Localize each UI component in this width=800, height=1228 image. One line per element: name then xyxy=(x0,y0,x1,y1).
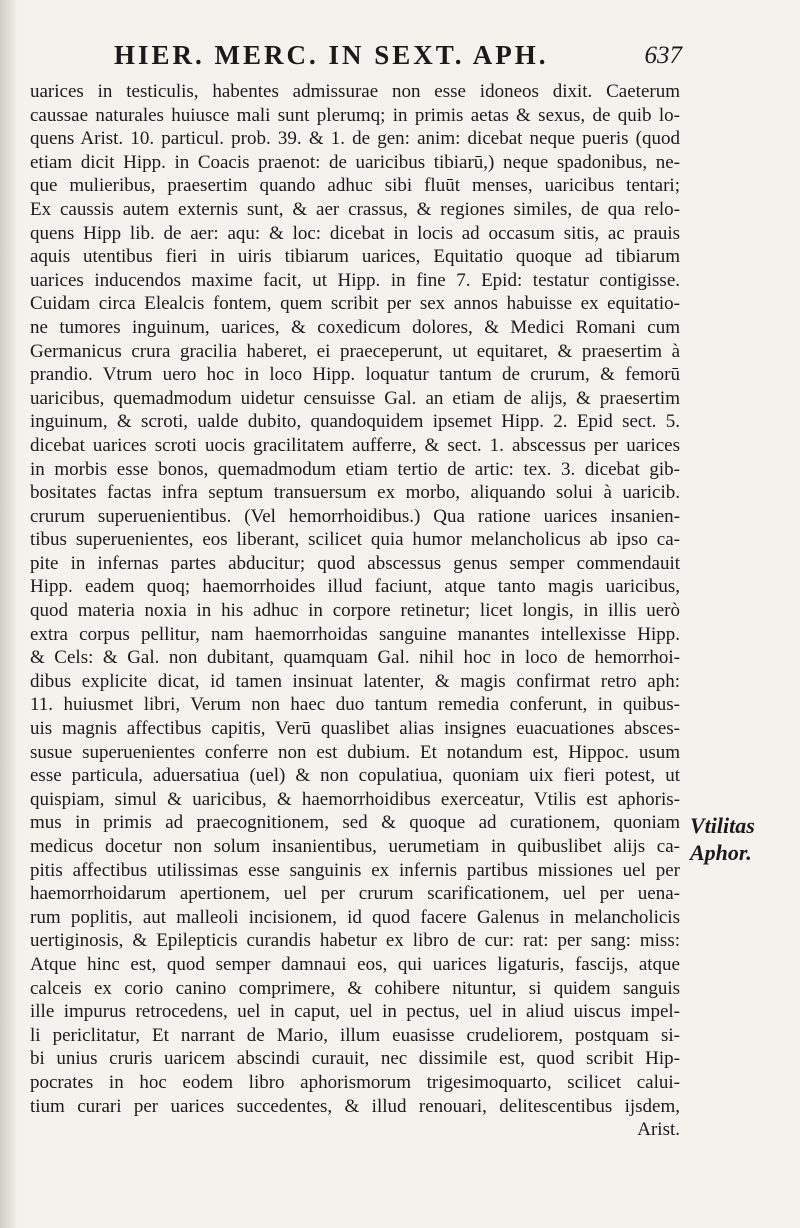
text-line: quod materia noxia in his adhuc in corpore retinetur; licet longis, in illis uerò xyxy=(30,600,680,622)
text-line: haemorrhoidarum apertionem, uel per crurum scarificationem, uel per uena- xyxy=(30,883,680,905)
page-header xyxy=(92,34,682,74)
text-line: bi unius cruris uaricem abscindi curauit, nec dissimile est, quod scribit Hip- xyxy=(30,1048,680,1070)
text-line: aquis utentibus fieri in uiris tibiarum uarices, Equitatio quoque ad tibiarum xyxy=(30,246,680,268)
text-line: dibus explicite dicat, id tamen insinuat latenter, & magis confirmat retro aph: xyxy=(30,670,680,692)
text-line: quispiam, simul & uaricibus, & haemorrhoidibus exerceatur, Vtilis est aphoris- xyxy=(30,788,680,810)
text-line: Arist. xyxy=(637,1119,680,1141)
text-line: dicebat uarices scroti uocis gracilitatem aufferre, & sect. 1. abscessus per uarices xyxy=(30,434,680,456)
margin-note-line: Aphor. xyxy=(690,840,752,865)
text-line: pocrates in hoc eodem libro aphorismorum trigesimoquarto, scilicet calui- xyxy=(30,1071,680,1093)
text-line: tium curari per uarices succedentes, & illud renouari, delitescentibus ijsdem, xyxy=(30,1095,680,1117)
text-line: pite in infernas partes abducitur; quod abscessus genus semper commendauit xyxy=(30,552,680,574)
margin-note-line: Vtilitas xyxy=(690,813,755,838)
text-line: esse particula, aduersatiua (uel) & non copulatiua, quoniam uix fieri potest, ut xyxy=(30,765,680,787)
text-line: tibus superuenientes, eos liberant, scilicet quia humor melancholicus ab ipso ca- xyxy=(30,529,680,551)
text-line: 11. huiusmet libri, Verum non haec duo tantum remedia conferunt, in quibus- xyxy=(30,694,680,716)
text-line: inguinum, & scroti, ualde dubito, quandoquidem ipsemet Hipp. 2. Epid sect. 5. xyxy=(30,411,680,433)
text-line: & Cels: & Gal. non dubitant, quamquam Gal. nihil hoc in loco de hemorrhoi- xyxy=(30,647,680,669)
text-line: calceis ex corio canino comprimere, & cohibere nituntur, si quidem sanguis xyxy=(30,977,680,999)
text-line: Ex caussis autem externis sunt, & aer crassus, & regiones similes, de qua relo- xyxy=(30,198,680,220)
text-line: que mulieribus, praesertim quando adhuc sibi fluūt menses, uaricibus tentari; xyxy=(30,175,680,197)
page-gutter-shadow xyxy=(0,0,18,1228)
text-line: pitis affectibus utilissimas esse sanguinis ex infernis partibus missiones uel per xyxy=(30,859,680,881)
body-text xyxy=(30,80,680,1142)
text-line: susue superuenientes conferre non est dubium. Et notandum est, Hippoc. usum xyxy=(30,741,680,763)
text-line: prandio. Vtrum uero hoc in loco Hipp. loquatur tantum de crurum, & femorū xyxy=(30,364,680,386)
text-line: caussae naturales huiusce mali sunt plerumq; in primis aetas & sexus, de quib lo- xyxy=(30,104,680,126)
text-line: ne tumores inguinum, uarices, & coxedicum dolores, & Medici Romani cum xyxy=(30,316,680,338)
text-line: quens Arist. 10. particul. prob. 39. & 1. de gen: anim: dicebat neque pueris (quod xyxy=(30,128,680,150)
text-line: bositates factas infra septum transuersum ex morbo, aliquando solui à uaricib. xyxy=(30,482,680,504)
page-number: 637 xyxy=(644,42,682,69)
text-line: uertiginosis, & Epilepticis curandis habetur ex libro de cur: rat: per sang: miss: xyxy=(30,930,680,952)
text-line: uis magnis affectibus capitis, Verū quaslibet alias insignes euacuationes absces- xyxy=(30,718,680,740)
text-line: extra corpus pellitur, nam haemorrhoidas sanguine manantes intellexisse Hipp. xyxy=(30,623,680,645)
text-line: uarices in testiculis, habentes admissurae non esse idoneos dixit. Caeterum xyxy=(30,81,680,102)
text-line: medicus docetur non solum insanientibus, uerumetiam in quibuslibet alijs ca- xyxy=(30,836,680,857)
text-line: uaricibus, quemadmodum uidetur censuisse Gal. an etiam de alijs, & praesertim xyxy=(30,387,680,409)
text-line: Hipp. eadem quoq; haemorrhoides illud faciunt, atque tanto magis uaricibus, xyxy=(30,576,680,598)
text-line: mus in primis ad praecognitionem, sed & quoque ad curationem, quoniam xyxy=(30,812,680,834)
text-line: crurum superuenientibus. (Vel hemorrhoidibus.) Qua ratione uarices insanien- xyxy=(30,505,680,527)
text-line: in morbis esse bonos, quemadmodum etiam tertio de artic: tex. 3. dicebat gib- xyxy=(30,458,680,480)
text-line: rum poplitis, aut malleoli incisionem, id quod facere Galenus in melancholicis xyxy=(30,906,680,928)
text-line: quens Hipp lib. de aer: aqu: & loc: dicebat in locis ad occasum sitis, ac prauis xyxy=(30,222,680,244)
text-line: uarices inducendos maxime facit, ut Hipp. in fine 7. Epid: testatur contigisse. xyxy=(30,269,680,291)
text-line: ille impurus retrocedens, uel in caput, uel in pectus, uel in aliud uiscus impel- xyxy=(30,1001,680,1023)
margin-note xyxy=(690,812,795,866)
text-line: li periclitatur, Et narrant de Mario, illum euasisse crudeliorem, postquam si- xyxy=(30,1024,680,1046)
running-head: HIER. MERC. IN SEXT. APH. xyxy=(114,40,549,70)
text-line: etiam dicit Hipp. in Coacis praenot: de uaricibus tibiarū,) neque spadonibus, ne- xyxy=(30,151,680,173)
text-line: Atque hinc est, quod semper damnaui eos, qui uarices ligaturis, fascijs, atque xyxy=(30,953,680,975)
text-line: Cuidam circa Elealcis fontem, quem scribit per sex annos habuisse ex equitatio- xyxy=(30,293,680,315)
text-line: Germanicus crura gracilia haberet, ei praeceperunt, ut equitaret, & praesertim à xyxy=(30,340,680,362)
